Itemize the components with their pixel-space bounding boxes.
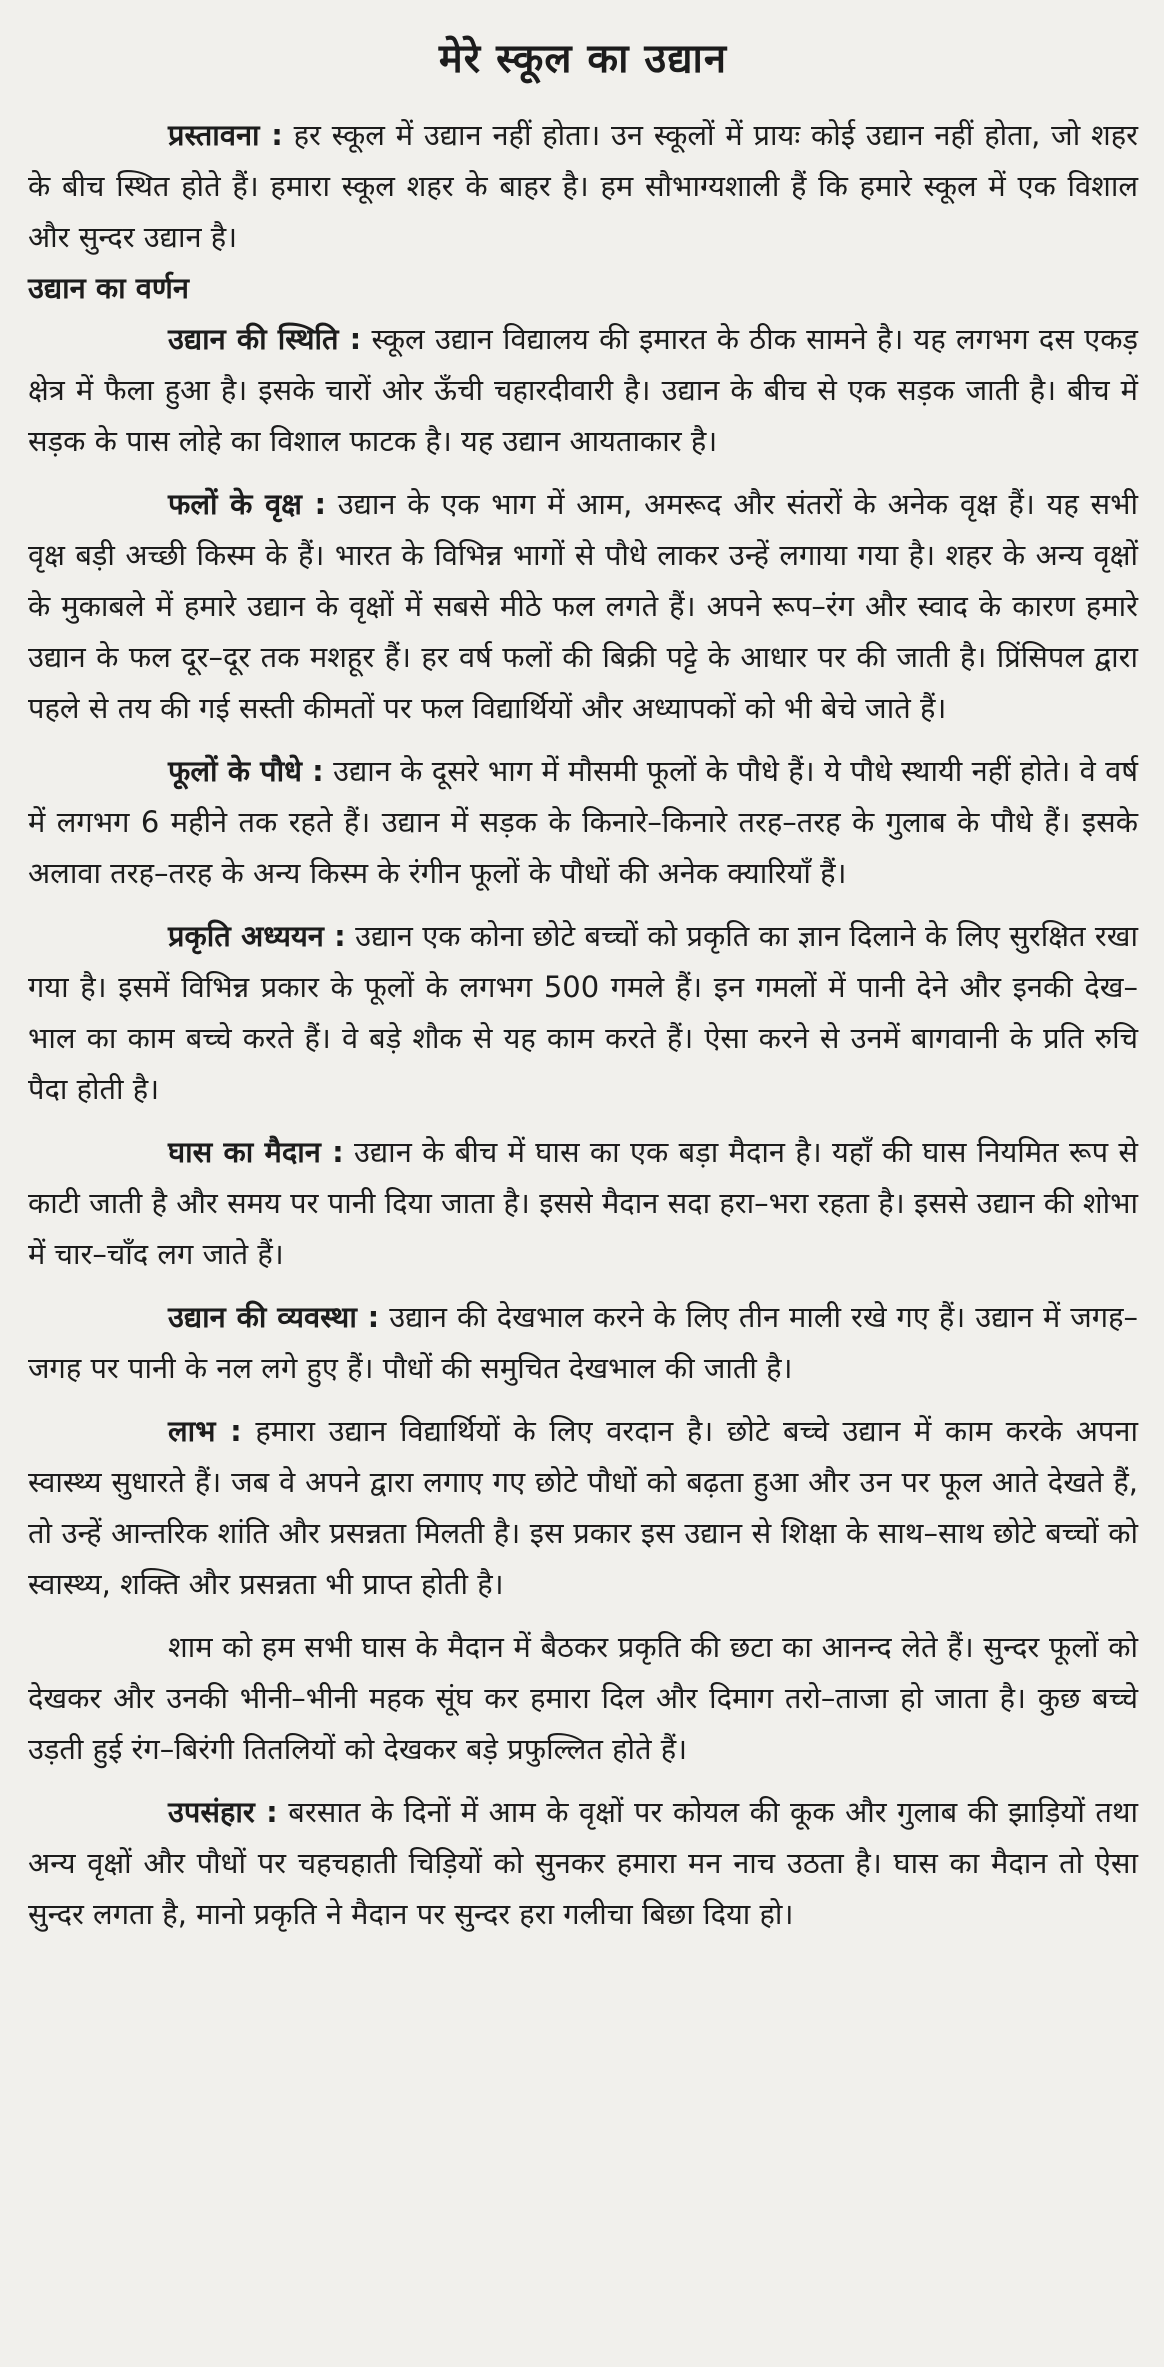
paragraph-evening (28, 1622, 1138, 1775)
intro-lead: प्रस्तावना : (168, 118, 283, 152)
paragraph-lawn (28, 1127, 1138, 1280)
paragraph-text: स्कूल उद्यान विद्यालय की इमारत के ठीक सामने है। यह लगभग दस एकड़ क्षेत्र में फैला हुआ है। इसके चारों ओर ऊँची चहारदीवारी है। उद्यान के बीच से एक सड़क जाती है। बीच में सड़क के पास लोहे का विशाल फाटक है। यह उद्यान आयताकार है। (28, 322, 1138, 458)
paragraph-text: उद्यान एक कोना छोटे बच्चों को प्रकृति का ज्ञान दिलाने के लिए सुरक्षित रखा गया है। इसमें विभिन्न प्रकार के फूलों के लगभग 500 गमले हैं। इन गमलों में पानी देने और इनकी देख–भाल का काम बच्चे करते हैं। वे बड़े शौक से यह काम करते हैं। ऐसा करने से उनमें बागवानी के प्रति रुचि पैदा होती है। (28, 919, 1139, 1106)
paragraph-benefits (28, 1406, 1138, 1610)
intro-text: हर स्कूल में उद्यान नहीं होता। उन स्कूलों में प्रायः कोई उद्यान नहीं होता, जो शहर के बीच स्थित होते हैं। हमारा स्कूल शहर के बाहर है। हम सौभाग्यशाली हैं कि हमारे स्कूल में एक विशाल और सुन्दर उद्यान है। (28, 118, 1138, 254)
section-heading: उद्यान का वर्णन (28, 271, 189, 305)
paragraph-text: हमारा उद्यान विद्यार्थियों के लिए वरदान है। छोटे बच्चे उद्यान में काम करके अपना स्वास्थ्य सुधारते हैं। जब वे अपने द्वारा लगाए गए छोटे पौधों को बढ़ता हुआ और उन पर फूल आते देखते हैं, तो उन्हें आन्तरिक शांति और प्रसन्नता मिलती है। इस प्रकार इस उद्यान से शिक्षा के साथ–साथ छोटे बच्चों को स्वास्थ्य, शक्ति और प्रसन्नता भी प्राप्त होती है। (28, 1414, 1138, 1601)
paragraph-text: उद्यान की देखभाल करने के लिए तीन माली रखे गए हैं। उद्यान में जगह–जगह पर पानी के नल लगे हुए हैं। पौधों की समुचित देखभाल की जाती है। (28, 1300, 1138, 1385)
paragraph-lead: घास का मैदान : (168, 1135, 344, 1169)
paragraph-lead: लाभ : (168, 1414, 242, 1448)
intro-paragraph (28, 110, 1138, 263)
page-title: मेरे स्कूल का उद्यान (438, 36, 728, 82)
paragraph-text: बरसात के दिनों में आम के वृक्षों पर कोयल की कूक और गुलाब की झाड़ियों तथा अन्य वृक्षों और पौधों पर चहचहाती चिड़ियों को सुनकर हमारा मन नाच उठता है। घास का मैदान तो ऐसा सुन्दर लगता है, मानो प्रकृति ने मैदान पर सुन्दर हरा गलीचा बिछा दिया हो। (28, 1795, 1138, 1931)
paragraph-lead: उद्यान की व्यवस्था : (168, 1300, 380, 1334)
paragraph-text: उद्यान के बीच में घास का एक बड़ा मैदान है। यहाँ की घास नियमित रूप से काटी जाती है और समय पर पानी दिया जाता है। इससे मैदान सदा हरा–भरा रहता है। इससे उद्यान की शोभा में चार–चाँद लग जाते हैं। (28, 1135, 1138, 1271)
paragraph-lead: फलों के वृक्ष : (168, 487, 327, 521)
paragraph-lead: उपसंहार : (168, 1795, 278, 1829)
paragraph-flower-plants (28, 746, 1138, 899)
paragraph-lead: उद्यान की स्थिति : (168, 322, 362, 356)
paragraph-nature-study (28, 911, 1138, 1115)
paragraph-lead: प्रकृति अध्ययन : (168, 919, 346, 953)
paragraph-management (28, 1292, 1138, 1394)
paragraph-text: उद्यान के दूसरे भाग में मौसमी फूलों के पौधे हैं। ये पौधे स्थायी नहीं होते। वे वर्ष में लगभग 6 महीने तक रहते हैं। उद्यान में सड़क के किनारे–किनारे तरह–तरह के गुलाब के पौधे हैं। इसके अलावा तरह–तरह के अन्य किस्म के रंगीन फूलों के पौधों की अनेक क्यारियाँ हैं। (28, 754, 1138, 890)
paragraph-lead: फूलों के पौधे : (168, 754, 324, 788)
paragraph-text: शाम को हम सभी घास के मैदान में बैठकर प्रकृति की छटा का आनन्द लेते हैं। सुन्दर फूलों को देखकर और उनकी भीनी–भीनी महक सूंघ कर हमारा दिल और दिमाग तरो–ताजा हो जाता है। कुछ बच्चे उड़ती हुई रंग–बिरंगी तितलियों को देखकर बड़े प्रफुल्लित होते हैं। (28, 1630, 1138, 1766)
paragraph-text: उद्यान के एक भाग में आम, अमरूद और संतरों के अनेक वृक्ष हैं। यह सभी वृक्ष बड़ी अच्छी किस्म के हैं। भारत के विभिन्न भागों से पौधे लाकर उन्हें लगाया गया है। शहर के अन्य वृक्षों के मुकाबले में हमारे उद्यान के वृक्षों में सबसे मीठे फल लगते हैं। अपने रूप–रंग और स्वाद के कारण हमारे उद्यान के फल दूर–दूर तक मशहूर हैं। हर वर्ष फलों की बिक्री पट्टे के आधार पर की जाती है। प्रिंसिपल द्वारा पहले से तय की गई सस्ती कीमतों पर फल विद्यार्थियों और अध्यापकों को भी बेचे जाते हैं। (28, 487, 1138, 725)
paragraph-location (28, 314, 1138, 467)
paragraph-conclusion (28, 1787, 1138, 1940)
paragraph-fruit-trees (28, 479, 1138, 734)
